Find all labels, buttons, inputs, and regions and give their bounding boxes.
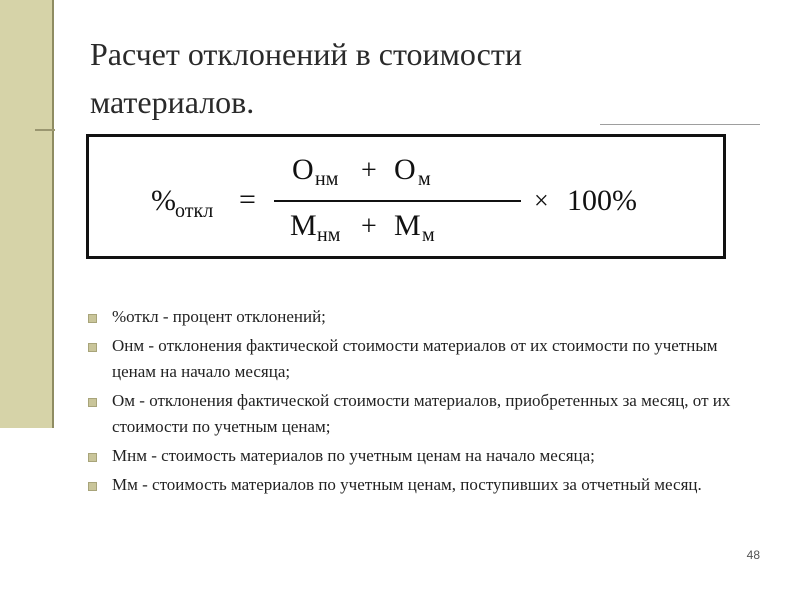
list-item xyxy=(88,472,748,498)
list-item xyxy=(88,333,748,385)
slide-title: Расчет отклонений в стоимости материалов. xyxy=(90,36,522,120)
list-item xyxy=(88,388,748,440)
formula-lhs-sub: откл xyxy=(175,200,214,222)
formula-equals: = xyxy=(239,183,256,216)
left-accent-bar-shadow xyxy=(52,0,54,428)
list-item-text: Онм - отклонения фактической стоимости материалов от их стоимости по учетным ценам на начало месяца; xyxy=(112,336,718,381)
formula-frame xyxy=(86,134,726,259)
formula-den-plus: + xyxy=(361,211,377,242)
formula-den-b-sub: м xyxy=(422,224,435,246)
formula-den-b: М xyxy=(394,209,421,242)
list-item xyxy=(88,304,748,330)
formula-num-plus: + xyxy=(361,155,377,186)
list-item-text: Ом - отклонения фактической стоимости материалов, приобретенных за месяц, от их стоимости по учетным ценам; xyxy=(112,391,731,436)
formula-lhs: % xyxy=(151,184,176,217)
formula-svg xyxy=(89,137,723,256)
formula-num-a: О xyxy=(292,153,314,186)
bullet-square-icon xyxy=(88,398,97,407)
bullet-square-icon xyxy=(88,343,97,352)
formula-factor: 100% xyxy=(567,184,637,217)
bullet-square-icon xyxy=(88,314,97,323)
list-item-text: %откл - процент отклонений; xyxy=(112,307,326,326)
page-number: 48 xyxy=(746,548,760,562)
bullet-square-icon xyxy=(88,453,97,462)
formula-num-a-sub: нм xyxy=(315,168,339,190)
left-accent-bar xyxy=(0,0,52,428)
formula-den-a-sub: нм xyxy=(317,224,341,246)
definition-list xyxy=(88,304,748,501)
formula-num-b: О xyxy=(394,153,416,186)
formula-num-b-sub: м xyxy=(418,168,431,190)
formula-times: × xyxy=(534,186,549,215)
list-item-text: Мм - стоимость материалов по учетным ценам, поступивших за отчетный месяц. xyxy=(112,475,702,494)
list-item-text: Мнм - стоимость материалов по учетным ценам на начало месяца; xyxy=(112,446,595,465)
list-item xyxy=(88,443,748,469)
bullet-square-icon xyxy=(88,482,97,491)
formula-den-a: М xyxy=(290,209,317,242)
